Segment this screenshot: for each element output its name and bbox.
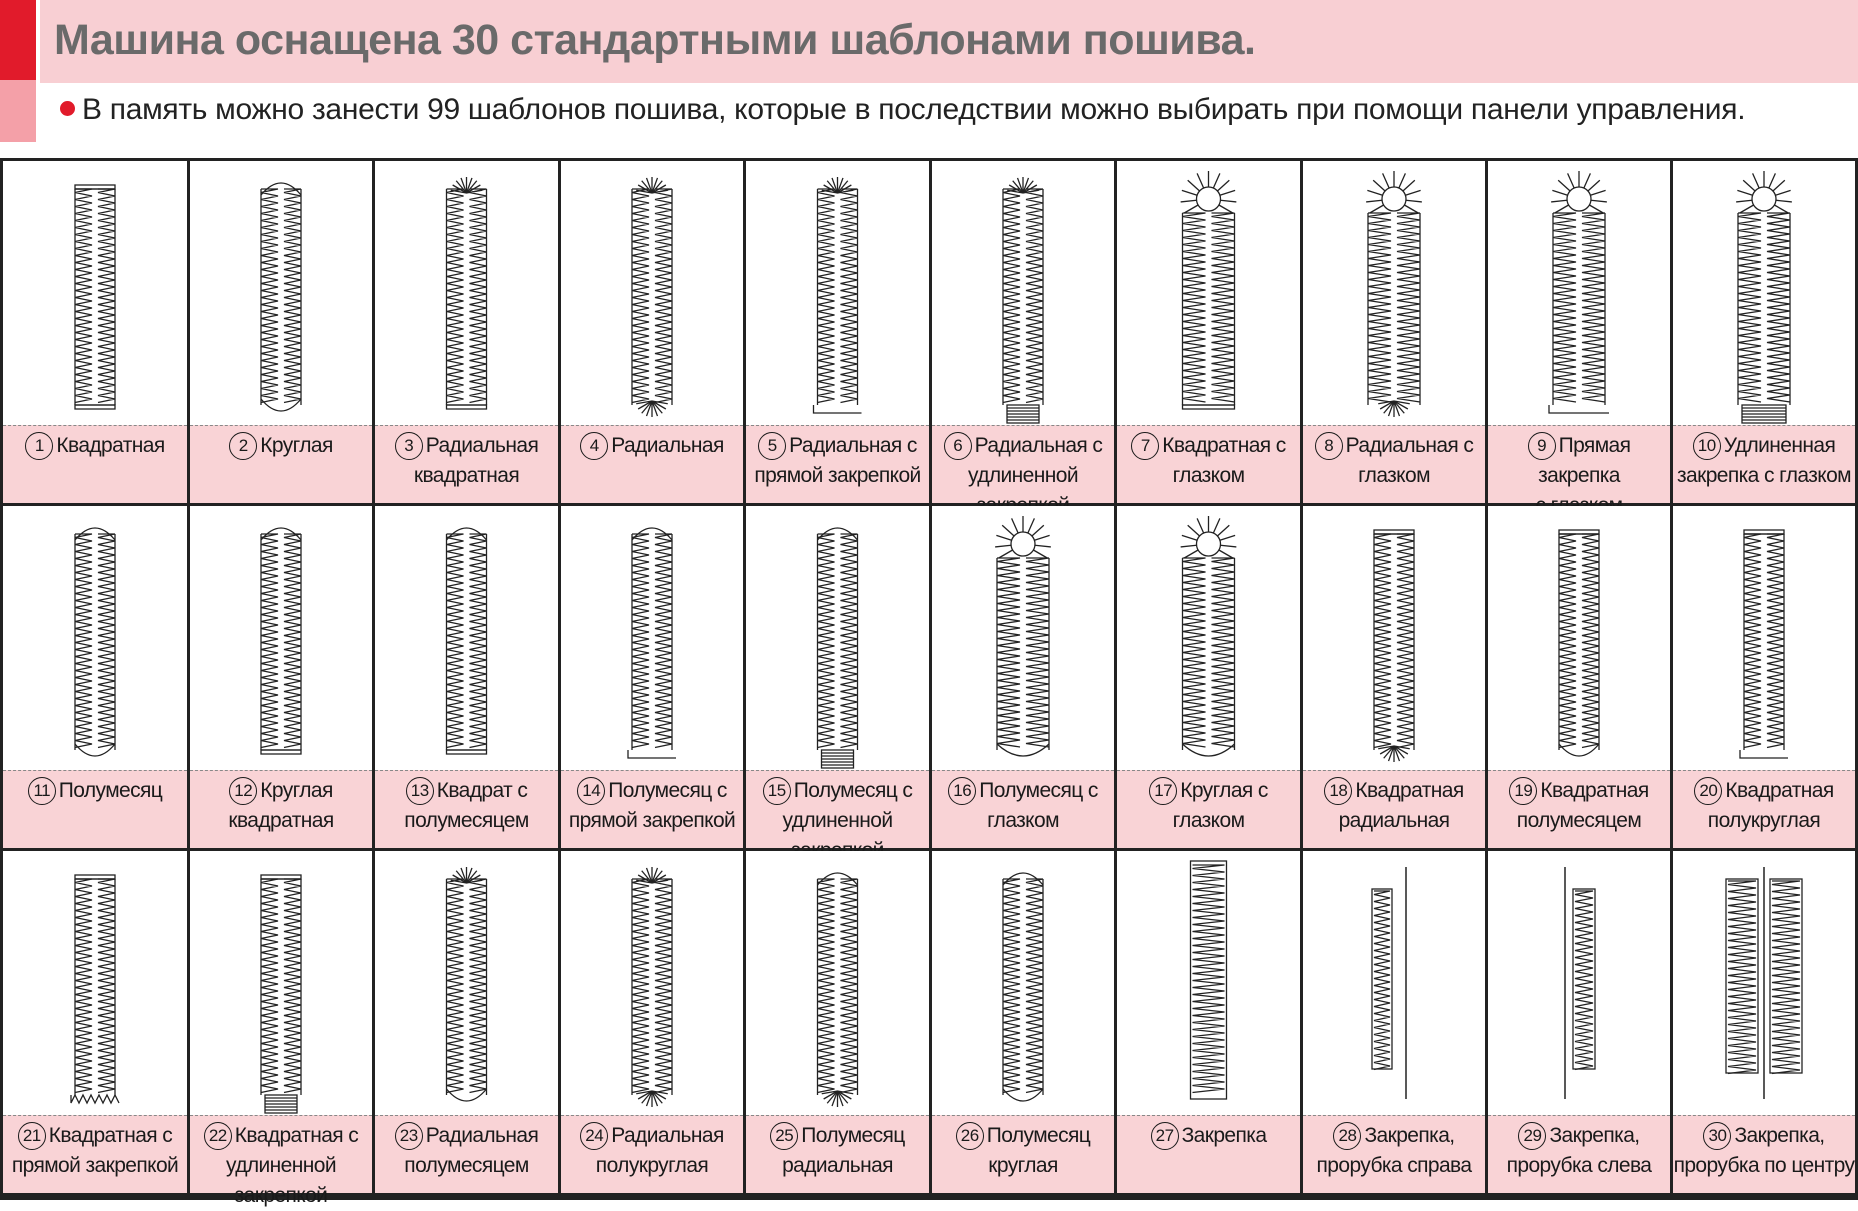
pattern-name-line2: прорубка слева bbox=[1506, 1154, 1652, 1177]
buttonhole-illustration bbox=[1303, 161, 1485, 425]
pattern-cell bbox=[932, 851, 1114, 1193]
pattern-name-line1: Круглая bbox=[260, 779, 333, 802]
pattern-label bbox=[190, 770, 372, 848]
pattern-name-line1: Квадратная bbox=[56, 434, 165, 457]
buttonhole-illustration bbox=[561, 161, 743, 425]
pattern-number: 3 bbox=[395, 432, 423, 460]
pattern-cell bbox=[932, 161, 1114, 503]
pattern-name-line1: Квадратная bbox=[1725, 779, 1834, 802]
pattern-name-line1: Удлиненная bbox=[1723, 434, 1836, 457]
stitch-diagram bbox=[932, 161, 1114, 425]
stitch-diagram bbox=[1488, 851, 1670, 1115]
buttonhole-illustration bbox=[1303, 851, 1485, 1115]
pattern-cell bbox=[1673, 851, 1855, 1193]
pattern-label bbox=[1303, 770, 1485, 848]
pattern-cell bbox=[1488, 161, 1670, 503]
pattern-label bbox=[746, 1115, 929, 1193]
buttonhole-illustration bbox=[3, 161, 187, 425]
pattern-label bbox=[1673, 1115, 1855, 1193]
pattern-name-line2: прямой закрепкой bbox=[11, 1154, 179, 1177]
pattern-cell bbox=[746, 161, 929, 503]
pattern-number: 15 bbox=[763, 777, 791, 805]
pattern-number: 26 bbox=[956, 1122, 984, 1150]
pattern-cell bbox=[746, 851, 929, 1193]
pattern-name-line1: Квадрат с bbox=[436, 779, 528, 802]
pattern-name-line2: прорубка по центру bbox=[1673, 1154, 1855, 1177]
pattern-number: 2 bbox=[229, 432, 257, 460]
pattern-label bbox=[932, 770, 1114, 848]
pattern-label bbox=[1117, 770, 1300, 848]
pattern-number: 29 bbox=[1518, 1122, 1546, 1150]
pattern-cell bbox=[3, 161, 187, 503]
pattern-name-line2: полумесяцем bbox=[404, 1154, 529, 1177]
stitch-diagram bbox=[932, 506, 1114, 770]
stitch-diagram bbox=[1673, 161, 1855, 425]
pattern-cell bbox=[561, 506, 743, 848]
pattern-cell bbox=[1673, 506, 1855, 848]
pattern-name-line1: Квадратная с bbox=[48, 1124, 173, 1147]
pattern-number: 11 bbox=[28, 777, 56, 805]
pattern-number: 17 bbox=[1149, 777, 1177, 805]
pattern-name-line1: Прямая закрепка bbox=[1538, 434, 1631, 487]
stitch-diagram bbox=[746, 851, 929, 1115]
pattern-name-line2: полукруглая bbox=[595, 1154, 709, 1177]
pattern-number: 19 bbox=[1509, 777, 1537, 805]
buttonhole-illustration bbox=[746, 851, 929, 1115]
pattern-name-line2: полумесяцем bbox=[404, 809, 529, 832]
pattern-cell bbox=[561, 851, 743, 1193]
pattern-name-line2: радиальная bbox=[1338, 809, 1450, 832]
buttonhole-illustration bbox=[1673, 161, 1855, 425]
stitch-diagram bbox=[561, 851, 743, 1115]
buttonhole-illustration bbox=[746, 161, 929, 425]
pattern-label bbox=[1488, 770, 1670, 848]
pattern-label bbox=[3, 770, 187, 848]
buttonhole-illustration bbox=[932, 506, 1114, 770]
stitch-diagram bbox=[1673, 506, 1855, 770]
pattern-name-line1: Полумесяц bbox=[801, 1124, 905, 1147]
pattern-name-line2: квадратная bbox=[228, 809, 334, 832]
buttonhole-illustration bbox=[190, 851, 372, 1115]
pattern-label bbox=[1117, 1115, 1300, 1193]
pattern-cell bbox=[190, 851, 372, 1207]
stitch-diagram bbox=[1303, 161, 1485, 425]
stitch-diagram bbox=[375, 851, 558, 1115]
buttonhole-illustration bbox=[375, 506, 558, 770]
buttonhole-illustration bbox=[1488, 506, 1670, 770]
pattern-name-line1: Закрепка bbox=[1181, 1124, 1267, 1147]
pattern-label bbox=[932, 425, 1114, 503]
pattern-cell bbox=[375, 851, 558, 1193]
pattern-name-line1: Квадратная bbox=[1355, 779, 1464, 802]
pattern-cell bbox=[1303, 161, 1485, 503]
pattern-label bbox=[1117, 425, 1300, 503]
pattern-label bbox=[561, 770, 743, 848]
pattern-label bbox=[3, 425, 187, 503]
stitch-diagram bbox=[1117, 506, 1300, 770]
pattern-name-line1: Круглая bbox=[260, 434, 333, 457]
page-title: Машина оснащена 30 стандартными шаблонами пошива. bbox=[54, 16, 1256, 64]
pattern-name-line1: Радиальная bbox=[425, 1124, 539, 1147]
pattern-name-line1: Радиальная с bbox=[789, 434, 917, 457]
pattern-number: 6 bbox=[944, 432, 972, 460]
pattern-number: 8 bbox=[1315, 432, 1343, 460]
pattern-name-line2: удлиненной закрепкой bbox=[226, 1154, 336, 1207]
pattern-label bbox=[1303, 1115, 1485, 1193]
buttonhole-illustration bbox=[190, 506, 372, 770]
buttonhole-illustration bbox=[3, 851, 187, 1115]
stitch-diagram bbox=[1488, 161, 1670, 425]
pattern-name-line2: глазком bbox=[1172, 809, 1245, 832]
page-subtitle: В память можно занести 99 шаблонов пошива, которые в последствии можно выбирать при помощи панели управления. bbox=[82, 93, 1746, 126]
pattern-name-line2: удлиненной bbox=[782, 809, 893, 832]
buttonhole-illustration bbox=[746, 506, 929, 770]
pattern-number: 28 bbox=[1333, 1122, 1361, 1150]
pattern-cell bbox=[746, 506, 929, 848]
stitch-diagram bbox=[561, 161, 743, 425]
pattern-name-line1: Квадратная bbox=[1540, 779, 1649, 802]
pattern-name-line2: полукруглая bbox=[1707, 809, 1821, 832]
pattern-name-line2: квадратная bbox=[413, 464, 520, 487]
pattern-cell bbox=[1117, 506, 1300, 848]
stitch-diagram bbox=[375, 161, 558, 425]
stitch-diagram bbox=[1303, 851, 1485, 1115]
buttonhole-illustration bbox=[561, 506, 743, 770]
pattern-number: 13 bbox=[406, 777, 434, 805]
pattern-number: 25 bbox=[770, 1122, 798, 1150]
pattern-name-line1: Радиальная bbox=[425, 434, 539, 457]
pattern-name-line2: полумесяцем bbox=[1516, 809, 1642, 832]
pattern-cell bbox=[1117, 851, 1300, 1193]
buttonhole-illustration bbox=[561, 851, 743, 1115]
stitch-diagram bbox=[746, 506, 929, 770]
pattern-number: 27 bbox=[1151, 1122, 1179, 1150]
pattern-number: 10 bbox=[1693, 432, 1721, 460]
stitch-diagram bbox=[3, 506, 187, 770]
pattern-number: 16 bbox=[948, 777, 976, 805]
pattern-label bbox=[375, 1115, 558, 1193]
pattern-name-line1: Радиальная с bbox=[974, 434, 1103, 457]
pattern-cell bbox=[1488, 851, 1670, 1193]
pattern-cell bbox=[1303, 851, 1485, 1193]
stitch-diagram bbox=[1117, 851, 1300, 1115]
pattern-cell bbox=[190, 506, 372, 848]
bullet-icon bbox=[60, 101, 75, 116]
buttonhole-illustration bbox=[375, 161, 558, 425]
buttonhole-illustration bbox=[3, 506, 187, 770]
pattern-cell bbox=[932, 506, 1114, 848]
pattern-name-line1: Полумесяц с bbox=[608, 779, 727, 802]
pattern-label bbox=[1673, 425, 1855, 503]
pattern-name-line1: Квадратная с bbox=[234, 1124, 359, 1147]
pattern-name-line1: Круглая с bbox=[1180, 779, 1268, 802]
pattern-name-line2: прорубка справа bbox=[1316, 1154, 1472, 1177]
pattern-number: 9 bbox=[1528, 432, 1556, 460]
pattern-label bbox=[746, 425, 929, 503]
pattern-label bbox=[3, 1115, 187, 1193]
pattern-cell bbox=[1488, 506, 1670, 848]
pattern-cell bbox=[1117, 161, 1300, 503]
stitch-diagram bbox=[190, 506, 372, 770]
stitch-diagram bbox=[3, 851, 187, 1115]
buttonhole-illustration bbox=[932, 851, 1114, 1115]
stitch-diagram bbox=[746, 161, 929, 425]
pattern-label bbox=[561, 1115, 743, 1193]
pattern-name-line1: Полумесяц с bbox=[979, 779, 1098, 802]
pattern-number: 20 bbox=[1694, 777, 1722, 805]
pattern-number: 5 bbox=[758, 432, 786, 460]
pattern-number: 7 bbox=[1131, 432, 1159, 460]
pattern-name-line2: прямой закрепкой bbox=[568, 809, 736, 832]
stitch-diagram bbox=[1117, 161, 1300, 425]
stitch-diagram bbox=[375, 506, 558, 770]
buttonhole-illustration bbox=[932, 161, 1114, 425]
buttonhole-illustration bbox=[1303, 506, 1485, 770]
pattern-name-line2: глазком bbox=[1172, 464, 1245, 487]
buttonhole-illustration bbox=[1673, 851, 1855, 1115]
stitch-diagram bbox=[561, 506, 743, 770]
pattern-name-line2: прямой закрепкой bbox=[754, 464, 921, 487]
header-banner bbox=[0, 0, 1858, 148]
pattern-label bbox=[1488, 1115, 1670, 1193]
pattern-label bbox=[190, 1115, 372, 1207]
buttonhole-illustration bbox=[1117, 851, 1300, 1115]
stitch-diagram bbox=[190, 161, 372, 425]
pattern-name-line1: Радиальная с bbox=[1345, 434, 1474, 457]
pattern-label bbox=[746, 770, 929, 848]
pattern-number: 23 bbox=[395, 1122, 423, 1150]
buttonhole-illustration bbox=[1488, 161, 1670, 425]
accent-block bbox=[0, 0, 36, 80]
pattern-number: 1 bbox=[25, 432, 53, 460]
pattern-cell bbox=[375, 161, 558, 503]
pattern-number: 4 bbox=[580, 432, 608, 460]
pattern-name-line1: Полумесяц bbox=[986, 1124, 1091, 1147]
pattern-name-line2: круглая bbox=[988, 1154, 1058, 1177]
pattern-name-line1: Закрепка, bbox=[1549, 1124, 1640, 1147]
pattern-cell bbox=[3, 506, 187, 848]
pattern-name-line2: глазком bbox=[1358, 464, 1430, 487]
pattern-number: 18 bbox=[1324, 777, 1352, 805]
pattern-name-line2: удлиненной bbox=[968, 464, 1078, 487]
pattern-name-line1: Радиальная bbox=[611, 1124, 724, 1147]
pattern-name-line1: Квадратная с bbox=[1162, 434, 1286, 457]
pattern-number: 12 bbox=[229, 777, 257, 805]
buttonhole-illustration bbox=[1117, 161, 1300, 425]
pattern-grid bbox=[0, 158, 1858, 1207]
buttonhole-illustration bbox=[190, 161, 372, 425]
stitch-diagram bbox=[190, 851, 372, 1115]
pattern-label bbox=[1673, 770, 1855, 848]
pattern-cell bbox=[3, 851, 187, 1193]
pattern-name-line1: Полумесяц bbox=[58, 779, 163, 802]
pattern-label bbox=[375, 425, 558, 503]
pattern-name-line2: закрепка с глазком bbox=[1677, 464, 1851, 487]
pattern-name-line1: Радиальная bbox=[611, 434, 724, 457]
pattern-name-line1: Закрепка, bbox=[1364, 1124, 1455, 1147]
buttonhole-illustration bbox=[1488, 851, 1670, 1115]
pattern-label bbox=[375, 770, 558, 848]
pattern-name-line1: Полумесяц с bbox=[793, 779, 913, 802]
pattern-label bbox=[932, 1115, 1114, 1193]
pattern-number: 21 bbox=[18, 1122, 46, 1150]
stitch-diagram bbox=[1488, 506, 1670, 770]
stitch-diagram bbox=[932, 851, 1114, 1115]
pattern-number: 14 bbox=[577, 777, 605, 805]
pattern-cell bbox=[561, 161, 743, 503]
buttonhole-illustration bbox=[1117, 506, 1300, 770]
pattern-label bbox=[190, 425, 372, 503]
stitch-diagram bbox=[1673, 851, 1855, 1115]
pattern-number: 30 bbox=[1703, 1122, 1731, 1150]
pattern-name-line2: радиальная bbox=[782, 1154, 893, 1177]
pattern-label bbox=[1303, 425, 1485, 503]
pattern-number: 22 bbox=[204, 1122, 232, 1150]
pattern-name-line1: Закрепка, bbox=[1734, 1124, 1825, 1147]
pattern-cell bbox=[1303, 506, 1485, 848]
stitch-diagram bbox=[3, 161, 187, 425]
pattern-label bbox=[1488, 425, 1670, 503]
buttonhole-illustration bbox=[375, 851, 558, 1115]
stitch-diagram bbox=[1303, 506, 1485, 770]
pattern-number: 24 bbox=[580, 1122, 608, 1150]
pattern-cell bbox=[1673, 161, 1855, 503]
pattern-cell bbox=[375, 506, 558, 848]
accent-block-light bbox=[0, 80, 36, 142]
pattern-name-line2: глазком bbox=[987, 809, 1059, 832]
pattern-label bbox=[561, 425, 743, 503]
pattern-cell bbox=[190, 161, 372, 503]
buttonhole-illustration bbox=[1673, 506, 1855, 770]
